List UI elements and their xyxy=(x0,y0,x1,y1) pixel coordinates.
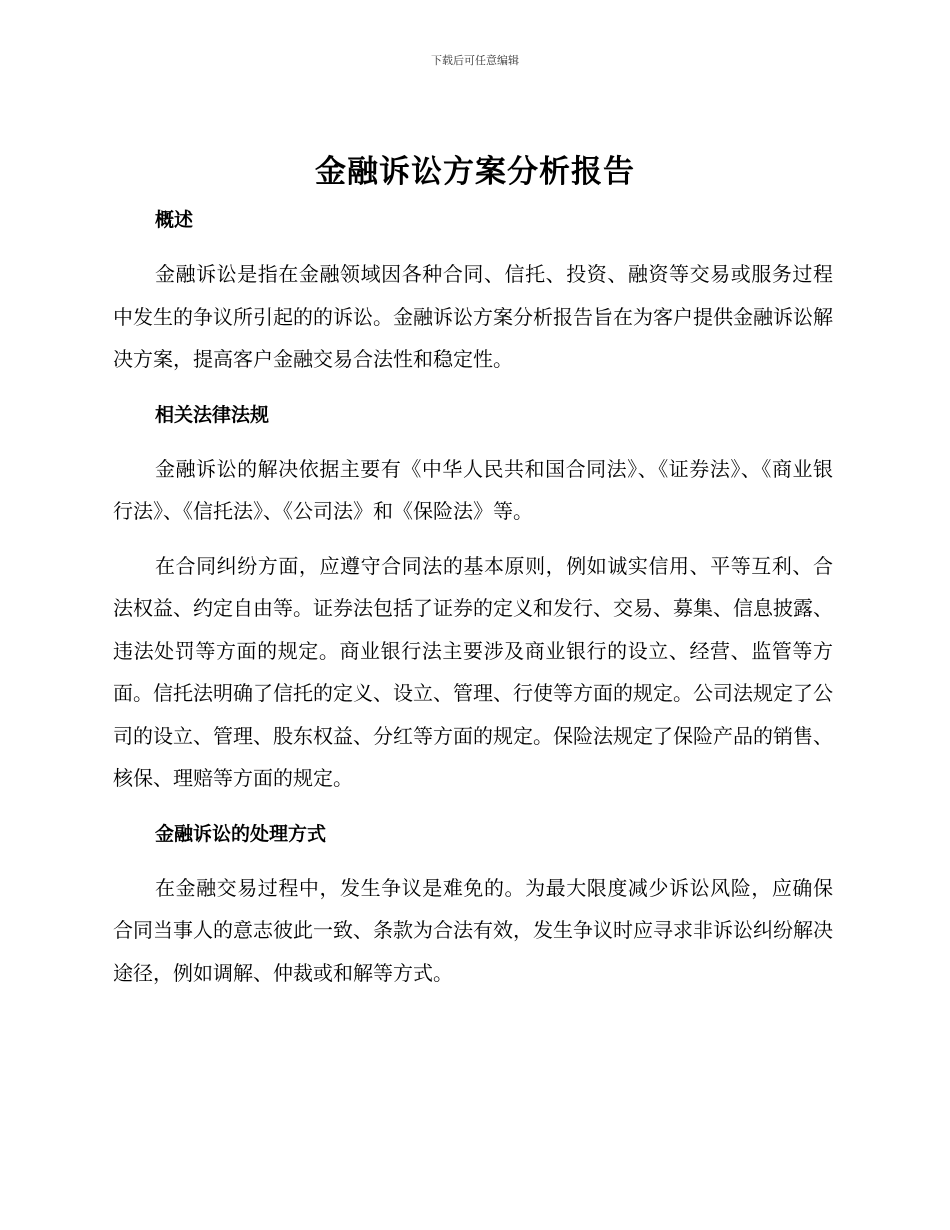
document-title: 金融诉讼方案分析报告 xyxy=(315,154,635,190)
paragraph-laws-basis: 金融诉讼的解决依据主要有《中华人民共和国合同法》、《证券法》、《商业银行法》、《信托法》、《公司法》和《保险法》等。 xyxy=(113,456,833,523)
section-heading-laws: 相关法律法规 xyxy=(155,403,270,426)
document-body xyxy=(113,199,833,994)
section-heading-overview: 概述 xyxy=(155,209,194,231)
section-heading-handling: 金融诉讼的处理方式 xyxy=(155,822,327,845)
paragraph-laws-details: 在合同纠纷方面，应遵守合同法的基本原则，例如诚实信用、平等互利、合法权益、约定自由等。证券法包括了证券的定义和发行、交易、募集、信息披露、违法处罚等方面的规定。商业银行法主要涉及商业银行的设立、经营、监管等方面。信托法明确了信托的定义、设立、管理、行使等方面的规定。公司法规定了公司的设立、管理、股东权益、分红等方面的规定。保险法规定了保险产品的销售、核保、理赔等方面的规定。 xyxy=(113,553,833,790)
header-note: 下载后可任意编辑 xyxy=(431,54,519,67)
paragraph-overview: 金融诉讼是指在金融领域因各种合同、信托、投资、融资等交易或服务过程中发生的争议所引起的的诉讼。金融诉讼方案分析报告旨在为客户提供金融诉讼解决方案，提高客户金融交易合法性和稳定性。 xyxy=(113,262,833,371)
paragraph-handling: 在金融交易过程中，发生争议是难免的。为最大限度减少诉讼风险，应确保合同当事人的意志彼此一致、条款为合法有效，发生争议时应寻求非诉讼纠纷解决途径，例如调解、仲裁或和解等方式。 xyxy=(113,875,833,985)
